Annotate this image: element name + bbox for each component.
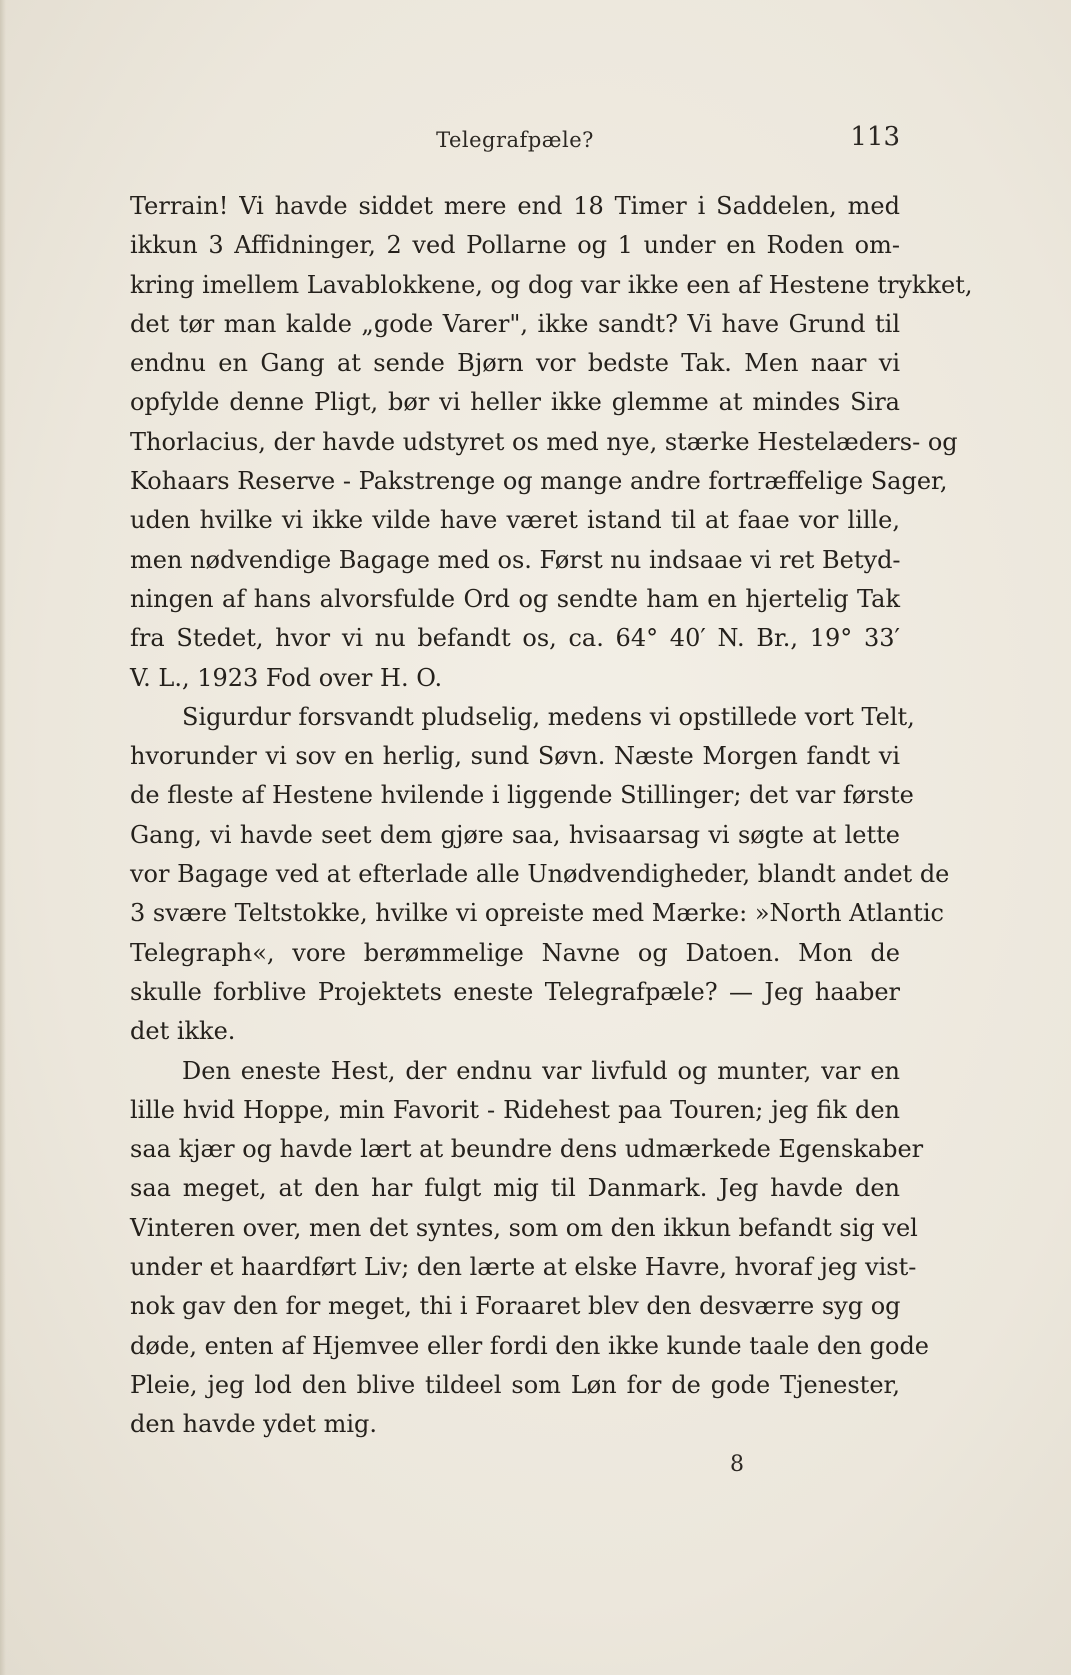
binding-edge <box>0 0 6 1675</box>
signature-mark: 8 <box>730 1452 744 1477</box>
text-line: saa kjær og havde lært at beundre dens udmærkede Egenskaber <box>130 1135 924 1164</box>
text-line: Pleie, jeg lod den blive tildeel som Løn for de gode Tjenester, <box>130 1370 900 1399</box>
text-line: men nødvendige Bagage med os. Først nu indsaae vi ret Betyd- <box>130 545 901 574</box>
text-line: Telegraph«, vore berømmelige Navne og Datoen. Mon de <box>130 938 900 967</box>
text-line: det ikke. <box>130 1017 236 1046</box>
text-line: uden hvilke vi ikke vilde have været istand til at faae vor lille, <box>130 506 900 535</box>
text-line: opfylde denne Pligt, bør vi heller ikke glemme at mindes Sira <box>130 388 900 417</box>
text-line: endnu en Gang at sende Bjørn vor bedste Tak. Men naar vi <box>130 349 900 378</box>
text-line: 3 svære Teltstokke, hvilke vi opreiste med Mærke: »North Atlantic <box>130 899 944 928</box>
text-line: hvorunder vi sov en herlig, sund Søvn. Næste Morgen fandt vi <box>130 742 900 771</box>
text-line: det tør man kalde „gode Varer", ikke sandt? Vi have Grund til <box>130 309 900 338</box>
text-line: Terrain! Vi havde siddet mere end 18 Timer i Saddelen, med <box>130 192 900 220</box>
text-line: Sigurdur forsvandt pludselig, medens vi opstillede vort Telt, <box>182 702 915 731</box>
text-line: ikkun 3 Affidninger, 2 ved Pollarne og 1 under en Roden om- <box>130 231 900 260</box>
text-line: under et haardført Liv; den lærte at elske Havre, hvoraf jeg vist- <box>130 1253 917 1282</box>
running-title: Telegrafpæle? <box>436 128 594 152</box>
text-line: ningen af hans alvorsfulde Ord og sendte ham en hjertelig Tak <box>130 584 900 613</box>
text-line: vor Bagage ved at efterlade alle Unødvendigheder, blandt andet de <box>130 860 950 889</box>
text-line: lille hvid Hoppe, min Favorit - Ridehest paa Touren; jeg fik den <box>130 1095 900 1124</box>
text-line: Gang, vi havde seet dem gjøre saa, hvisaarsag vi søgte at lette <box>130 820 900 849</box>
text-line: Thorlacius, der havde udstyret os med nye, stærke Hestelæders- og <box>130 427 958 456</box>
page-header <box>130 122 900 162</box>
text-line: Den eneste Hest, der endnu var livfuld og munter, var en <box>182 1056 900 1085</box>
text-line: Kohaars Reserve - Pakstrenge og mange andre fortræffelige Sager, <box>130 467 948 496</box>
text-line: nok gav den for meget, thi i Foraaret blev den desværre syg og <box>130 1292 901 1321</box>
body-text <box>130 187 973 1445</box>
text-line: skulle forblive Projektets eneste Telegrafpæle? — Jeg haaber <box>130 977 900 1006</box>
text-line: Vinteren over, men det syntes, som om den ikkun befandt sig vel <box>130 1213 918 1242</box>
page-number: 113 <box>850 122 900 152</box>
text-line: døde, enten af Hjemvee eller fordi den ikke kunde taale den gode <box>130 1331 930 1360</box>
text-line: V. L., 1923 Fod over H. O. <box>130 663 443 692</box>
text-line: kring imellem Lavablokkene, og dog var ikke een af Hestene trykket, <box>130 270 973 299</box>
text-line: saa meget, at den har fulgt mig til Danmark. Jeg havde den <box>130 1174 900 1203</box>
text-line: den havde ydet mig. <box>130 1410 377 1439</box>
text-line: fra Stedet, hvor vi nu befandt os, ca. 64° 40′ N. Br., 19° 33′ <box>130 624 900 653</box>
text-line: de fleste af Hestene hvilende i liggende Stillinger; det var første <box>130 781 914 810</box>
